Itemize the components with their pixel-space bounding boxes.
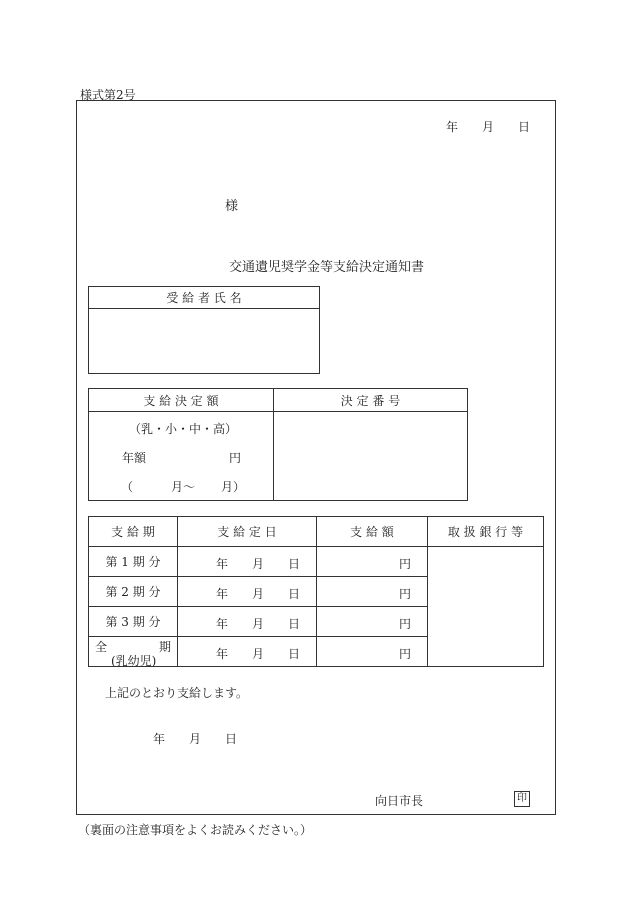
statement: 上記のとおり支給します。 xyxy=(105,686,249,700)
date-cell[interactable] xyxy=(178,637,317,667)
date-day: 日 xyxy=(288,617,301,631)
payment-table xyxy=(88,516,544,667)
decision-number-cell[interactable] xyxy=(274,412,468,501)
date-cell[interactable] xyxy=(178,607,317,637)
full-period-left: 全 xyxy=(95,640,108,654)
date-cell[interactable] xyxy=(178,577,317,607)
issuer: 向日市長 xyxy=(375,794,424,808)
amount-cell[interactable] xyxy=(317,577,428,607)
date-month: 月 xyxy=(252,647,265,661)
date-cell[interactable] xyxy=(178,547,317,577)
date-day: 日 xyxy=(288,557,301,571)
full-period-right: 期 xyxy=(159,640,172,654)
amount-yen: 円 xyxy=(399,587,412,601)
date-year: 年 xyxy=(216,647,229,661)
footer-note: （裏面の注意事項をよくお読みください。） xyxy=(78,823,313,837)
amount-cell[interactable] xyxy=(317,547,428,577)
period-cell: 第 1 期 分 xyxy=(89,547,178,577)
date-top-month: 月 xyxy=(482,120,495,134)
date-top-year: 年 xyxy=(446,120,459,134)
recipient-name-header: 受 給 者 氏 名 xyxy=(89,287,320,309)
header-payment-period: 支 給 期 xyxy=(89,517,178,547)
document-title: 交通遺児奨学金等支給決定通知書 xyxy=(229,260,425,275)
period-middle: 月〜 xyxy=(171,480,196,494)
header-bank: 取 扱 銀 行 等 xyxy=(428,517,544,547)
date-month: 月 xyxy=(252,617,265,631)
date-month: 月 xyxy=(252,557,265,571)
recipient-name-table xyxy=(88,286,320,374)
decision-number-header: 決 定 番 号 xyxy=(274,389,468,412)
annual-yen: 円 xyxy=(229,451,242,465)
amount-cell[interactable] xyxy=(317,607,428,637)
date-year: 年 xyxy=(216,587,229,601)
period-cell: 第 2 期 分 xyxy=(89,577,178,607)
full-period-cell xyxy=(89,637,178,667)
header-payment-date: 支 給 定 日 xyxy=(178,517,317,547)
date-bottom-day: 日 xyxy=(225,732,238,746)
school-levels: （乳・小・中・高） xyxy=(129,422,238,436)
annual-label: 年額 xyxy=(122,451,147,465)
amount-cell[interactable] xyxy=(317,637,428,667)
form-number: 様式第2号 xyxy=(80,88,136,102)
amount-yen: 円 xyxy=(399,557,412,571)
recipient-name-field[interactable] xyxy=(89,309,320,374)
full-period-sub: (乳幼児) xyxy=(111,654,157,668)
decision-amount-cell[interactable] xyxy=(89,412,274,501)
table-row xyxy=(89,547,544,577)
period-open: （ xyxy=(121,480,134,494)
date-year: 年 xyxy=(216,557,229,571)
header-payment-amount: 支 給 額 xyxy=(317,517,428,547)
amount-yen: 円 xyxy=(399,617,412,631)
date-day: 日 xyxy=(288,587,301,601)
addressee-suffix: 様 xyxy=(225,199,239,214)
bank-cell[interactable] xyxy=(428,547,544,667)
date-top-day: 日 xyxy=(518,120,531,134)
amount-yen: 円 xyxy=(399,647,412,661)
date-day: 日 xyxy=(288,647,301,661)
period-cell: 第 3 期 分 xyxy=(89,607,178,637)
period-close: 月） xyxy=(221,480,246,494)
date-month: 月 xyxy=(252,587,265,601)
seal-stamp: 印 xyxy=(514,791,530,807)
decision-amount-header: 支 給 決 定 額 xyxy=(89,389,274,412)
decision-table xyxy=(88,388,468,501)
date-bottom-year: 年 xyxy=(153,732,166,746)
date-bottom-month: 月 xyxy=(189,732,202,746)
date-year: 年 xyxy=(216,617,229,631)
